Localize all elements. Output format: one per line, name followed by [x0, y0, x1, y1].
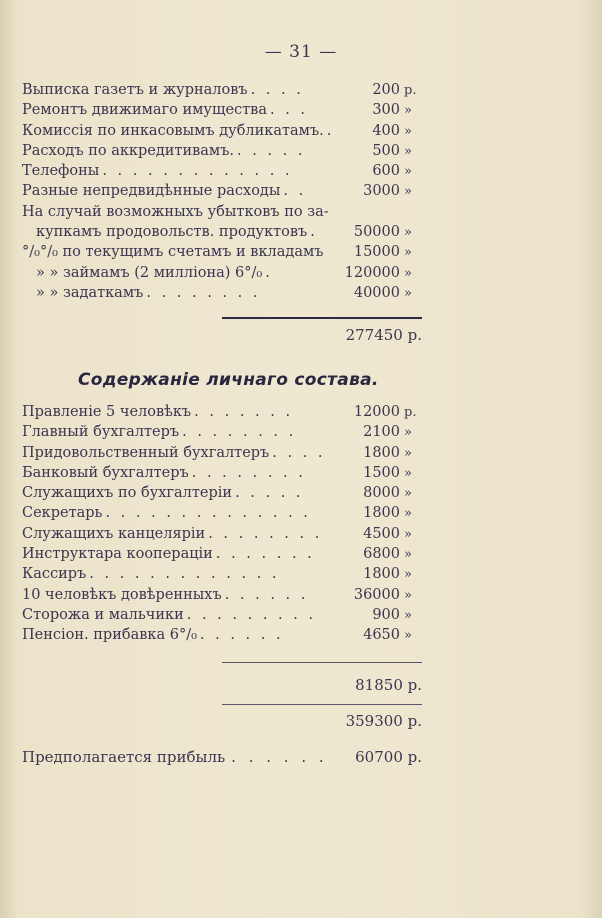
staff-row: [22, 424, 422, 444]
row-label: Сторожа и мальчики: [22, 606, 184, 623]
row-label: °/₀°/₀ по текущимъ счетамъ и вкладамъ: [22, 244, 324, 261]
expenses-row: [22, 204, 422, 224]
row-amount: 36000: [353, 586, 400, 603]
profit-line: [22, 748, 422, 766]
row-label: Пенсіон. прибавка 6°/₀: [22, 627, 197, 644]
row-unit: »: [404, 164, 412, 180]
row-unit: р.: [404, 83, 417, 98]
expenses-row: [22, 123, 422, 143]
row-dots: . . . . . . . .: [182, 424, 297, 441]
row-dots: . .: [283, 183, 307, 200]
row-label: Расходъ по аккредитивамъ.: [22, 142, 235, 159]
row-amount: 4650: [363, 627, 400, 644]
row-label: Выписка газетъ и журналовъ: [22, 82, 248, 98]
row-unit: »: [404, 123, 412, 139]
profit-dots: . . . . . .: [231, 748, 328, 766]
row-dots: . . . . .: [235, 485, 304, 502]
row-unit: »: [404, 225, 412, 241]
row-unit: »: [404, 445, 412, 461]
row-amount: 15000: [353, 244, 400, 261]
row-label: Служащихъ канцеляріи: [22, 525, 206, 542]
staff-row: [22, 445, 422, 465]
row-label: купкамъ продовольств. продуктовъ: [36, 224, 308, 241]
row-amount: 2100: [363, 424, 400, 441]
row-amount: 600: [372, 163, 400, 180]
row-amount: 50000: [353, 224, 400, 241]
row-amount: 1800: [363, 505, 400, 522]
expenses-total: 277450 р.: [345, 326, 422, 344]
row-label: Разные непредвидѣнные расходы: [22, 183, 281, 200]
row-dots: . . . . . . . .: [146, 284, 261, 301]
row-amount: 500: [372, 142, 400, 159]
row-amount: 200: [372, 82, 400, 98]
row-unit: »: [404, 526, 412, 542]
row-label: Придовольственный бухгалтеръ: [22, 444, 270, 461]
row-label: Телефоны: [22, 163, 100, 180]
row-amount: 1500: [363, 464, 400, 481]
row-unit: »: [404, 547, 412, 563]
row-dots: .: [310, 224, 318, 241]
row-unit: »: [404, 285, 412, 301]
row-dots: . . .: [269, 102, 309, 119]
row-amount: 3000: [363, 183, 400, 200]
expenses-row: [22, 82, 422, 102]
row-dots: . . . . . . . . .: [186, 606, 317, 623]
row-amount: 4500: [363, 525, 400, 542]
row-unit: »: [404, 587, 412, 603]
row-dots: .: [265, 264, 273, 281]
row-amount: 6800: [363, 546, 400, 563]
row-dots: . . . . . . . .: [191, 464, 306, 481]
row-unit: »: [404, 245, 412, 261]
row-unit: »: [404, 465, 412, 481]
staff-total-rule: [222, 662, 422, 663]
expenses-row: [22, 244, 422, 264]
expenses-row: [22, 143, 422, 163]
row-dots: . . . . . . . . . . . . .: [102, 163, 293, 180]
row-dots: .: [326, 122, 335, 139]
expenses-row: [22, 163, 422, 183]
row-label: Главный бухгалтеръ: [22, 424, 180, 441]
row-label: Банковый бухгалтеръ: [22, 464, 189, 481]
row-dots: . . . . . . .: [215, 546, 315, 563]
row-label: Кассиръ: [22, 566, 87, 583]
row-unit: »: [404, 143, 412, 159]
row-dots: . . . . . . . . . . . . . .: [105, 505, 311, 522]
staff-row: [22, 404, 422, 424]
row-unit: р.: [404, 405, 417, 420]
expenses-list: [22, 82, 422, 305]
staff-row: [22, 627, 422, 647]
row-dots: . . . . . .: [199, 627, 284, 644]
row-dots: . . . .: [272, 444, 326, 461]
row-amount: 1800: [363, 444, 400, 461]
row-unit: »: [404, 265, 412, 281]
row-label: 10 человѣкъ довѣренныхъ: [22, 586, 222, 603]
row-label: Секретарь: [22, 505, 103, 522]
row-dots: . . . .: [250, 82, 304, 98]
row-dots: . . . . . . . .: [208, 525, 323, 542]
expenses-row: [22, 102, 422, 122]
total-rule: [222, 317, 422, 319]
row-label: » » задаткамъ: [36, 284, 144, 301]
row-label: » » займамъ (2 милліона) 6°/₀: [36, 264, 263, 281]
staff-total: 81850 р.: [355, 676, 422, 694]
profit-amount: 60700 р.: [355, 748, 422, 766]
row-unit: »: [404, 103, 412, 119]
row-unit: »: [404, 184, 412, 200]
row-label: Инструктара коопераціи: [22, 546, 213, 563]
expenses-row: [22, 285, 422, 305]
staff-row: [22, 485, 422, 505]
profit-label: Предполагается прибыль: [22, 748, 226, 766]
staff-row: [22, 607, 422, 627]
row-label: Ремонтъ движимаго имущества: [22, 102, 267, 119]
row-amount: 1800: [363, 566, 400, 583]
row-amount: 300: [372, 102, 400, 119]
row-dots: . . . . .: [237, 142, 306, 159]
row-label: На случай возможныхъ убытковъ по за-: [22, 203, 329, 220]
row-label: Правленіе 5 человѣкъ: [22, 404, 192, 420]
staff-row: [22, 526, 422, 546]
expenses-row: [22, 224, 422, 244]
staff-row: [22, 587, 422, 607]
grand-total-rule: [222, 704, 422, 705]
grand-total: 359300 р.: [345, 712, 422, 730]
row-amount: 40000: [353, 284, 400, 301]
staff-row: [22, 465, 422, 485]
row-label: Служащихъ по бухгалтеріи: [22, 485, 233, 502]
staff-list: [22, 404, 422, 648]
row-unit: »: [404, 628, 412, 644]
row-unit: »: [404, 567, 412, 583]
staff-heading: Содержаніе личнаго состава.: [78, 370, 379, 390]
row-amount: 8000: [363, 485, 400, 502]
row-dots: . . . . . .: [224, 586, 309, 603]
expenses-row: [22, 265, 422, 285]
row-unit: »: [404, 506, 412, 522]
row-amount: 900: [372, 606, 400, 623]
page-number: — 31 —: [264, 42, 338, 62]
row-dots: . . . . . . . . . . . . .: [89, 566, 280, 583]
expenses-row: [22, 183, 422, 203]
row-dots: . . . . . . .: [194, 404, 294, 420]
staff-row: [22, 566, 422, 586]
row-amount: 12000: [353, 404, 400, 420]
row-label: Комиссія по инкасовымъ дубликатамъ.: [22, 122, 324, 139]
row-amount: 120000: [344, 264, 400, 281]
row-amount: 400: [372, 122, 400, 139]
staff-row: [22, 505, 422, 525]
row-unit: »: [404, 607, 412, 623]
row-unit: »: [404, 425, 412, 441]
row-unit: »: [404, 486, 412, 502]
staff-row: [22, 546, 422, 566]
